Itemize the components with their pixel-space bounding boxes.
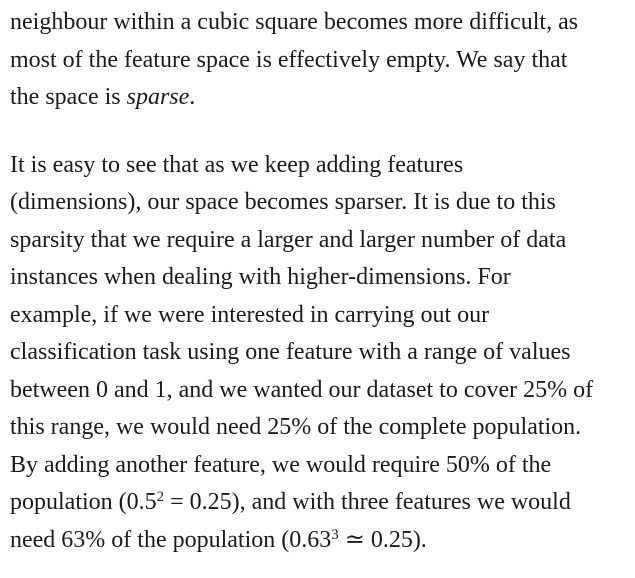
text-line: [10, 372, 627, 410]
text-segment: (dimensions), our space becomes sparser. It is due to this: [10, 189, 556, 215]
text-line: [10, 297, 627, 335]
text-segment: population (0.5: [10, 489, 157, 515]
text-segment: this range, we would need 25% of the complete population.: [10, 414, 582, 440]
superscript-exponent: 2: [156, 488, 165, 505]
text-segment: example, if we were interested in carrying out our: [10, 301, 490, 328]
text-line: [10, 147, 627, 185]
text-line: [10, 484, 627, 522]
text-segment: the space is: [10, 84, 127, 110]
text-line: [10, 259, 627, 297]
text-segment: By adding another feature, we would require 50% of the: [10, 451, 552, 478]
text-segment: .: [189, 84, 196, 110]
text-line: [10, 409, 627, 447]
emphasized-term: sparse: [126, 84, 190, 110]
text-line: [10, 184, 627, 222]
text-segment: ≃ 0.25).: [338, 526, 427, 553]
text-segment: sparsity that we require a larger and larger number of data: [10, 226, 567, 253]
text-segment: neighbour within a cubic square becomes more difficult, as: [10, 9, 579, 35]
text-line: [10, 334, 627, 372]
paragraph-1: [10, 4, 627, 117]
text-segment: classification task using one feature with a range of values: [10, 339, 571, 365]
text-segment: instances when dealing with higher-dimensions. For: [10, 264, 511, 290]
text-segment: = 0.25), and with three features we would: [164, 489, 571, 515]
text-line: [10, 222, 627, 260]
text-content: [10, 4, 627, 559]
text-segment: need 63% of the population (0.63: [10, 526, 332, 553]
text-segment: between 0 and 1, and we wanted our dataset to cover 25% of: [10, 376, 594, 403]
text-segment: most of the feature space is effectively empty. We say that: [10, 46, 568, 73]
text-line: [10, 42, 627, 80]
text-segment: It is easy to see that as we keep adding features: [10, 151, 464, 178]
text-line: [10, 79, 627, 117]
text-line: [10, 522, 627, 560]
superscript-exponent: 3: [331, 526, 339, 543]
paragraph-2: [10, 147, 627, 560]
text-line: [10, 447, 627, 485]
text-line: [10, 4, 627, 42]
